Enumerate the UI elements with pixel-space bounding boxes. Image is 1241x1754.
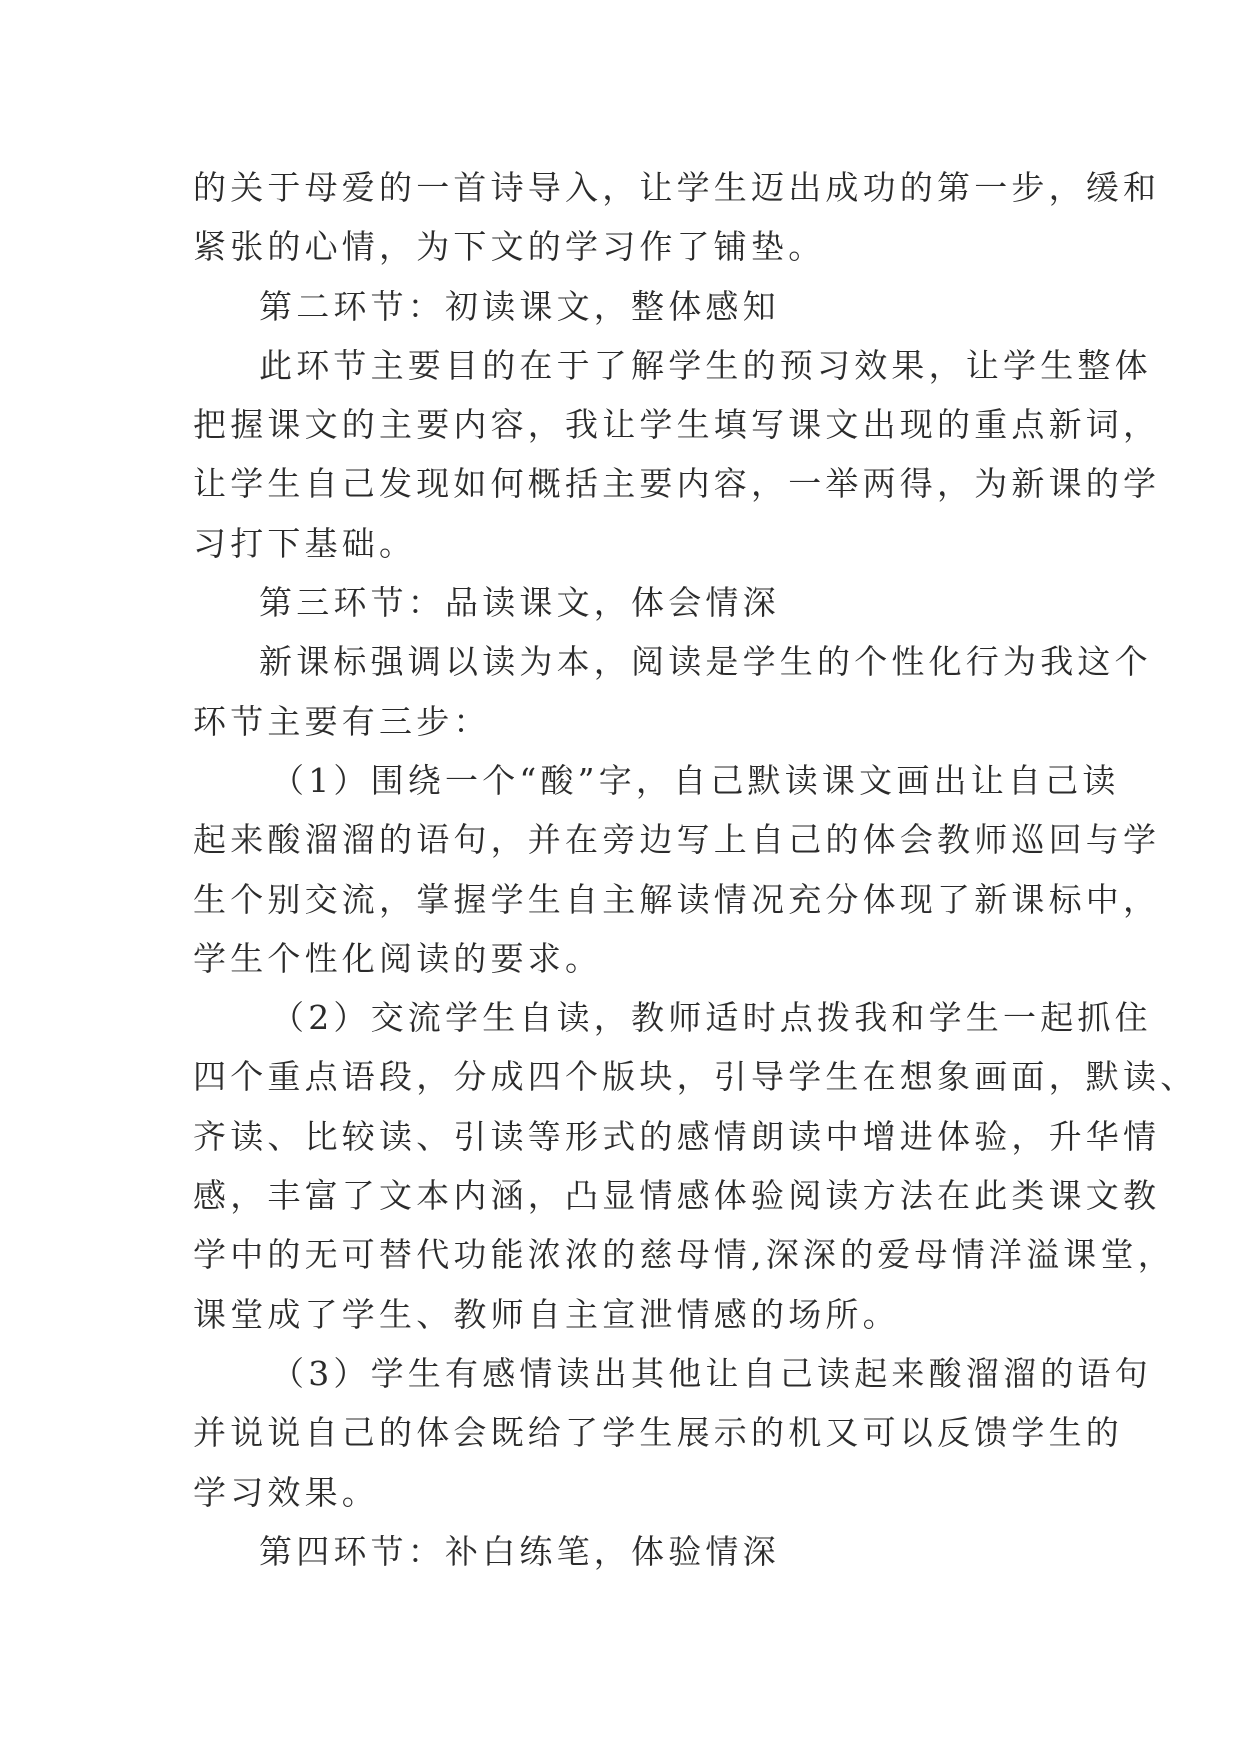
section-heading: 第二环节：初读课文，整体感知 [259,286,780,326]
paragraph-line: 的关于母爱的一首诗导入，让学生迈出成功的第一步，缓和 [193,168,1161,207]
paragraph-line: 此环节主要目的在于了解学生的预习效果，让学生整体 [259,345,1152,385]
paragraph-line: 学中的无可替代功能浓浓的慈母情,深深的爱母情洋溢课堂， [193,1235,1175,1275]
paragraph-line: 课堂成了学生、教师自主宣泄情感的场所。 [193,1294,900,1334]
section-heading: 第四环节：补白练笔，体验情深 [259,1531,780,1571]
paragraph-line: 把握课文的主要内容，我让学生填写课文出现的重点新词， [193,405,1161,445]
paragraph-line: 学习效果。 [193,1472,379,1512]
paragraph-line: 四个重点语段，分成四个版块，引导学生在想象画面，默读、 [193,1057,1198,1097]
paragraph-line: 新课标强调以读为本，阅读是学生的个性化行为我这个 [259,642,1152,682]
list-item-line: （1）围绕一个“酸”字，自己默读课文画出让自己读 [271,760,1120,800]
paragraph-line: 让学生自己发现如何概括主要内容，一举两得，为新课的学 [193,464,1161,504]
list-item-line: （3）学生有感情读出其他让自己读起来酸溜溜的语句 [271,1353,1152,1393]
paragraph-line: 并说说自己的体会既给了学生展示的机又可以反馈学生的 [193,1413,1123,1453]
paragraph-line: 感，丰富了文本内涵，凸显情感体验阅读方法在此类课文教 [193,1176,1161,1216]
paragraph-line: 齐读、比较读、引读等形式的感情朗读中增进体验，升华情 [193,1116,1161,1156]
paragraph-line: 习打下基础。 [193,523,417,563]
paragraph-line: 起来酸溜溜的语句，并在旁边写上自己的体会教师巡回与学 [193,820,1161,860]
section-heading: 第三环节：品读课文，体会情深 [259,583,780,623]
paragraph-line: 紧张的心情，为下文的学习作了铺垫。 [193,227,826,267]
list-item-line: （2）交流学生自读，教师适时点拨我和学生一起抓住 [271,998,1152,1038]
body-text [193,158,1198,1581]
paragraph-line: 学生个性化阅读的要求。 [193,938,603,978]
paragraph-line: 生个别交流，掌握学生自主解读情况充分体现了新课标中， [193,879,1161,919]
paragraph-line: 环节主要有三步： [193,701,491,741]
